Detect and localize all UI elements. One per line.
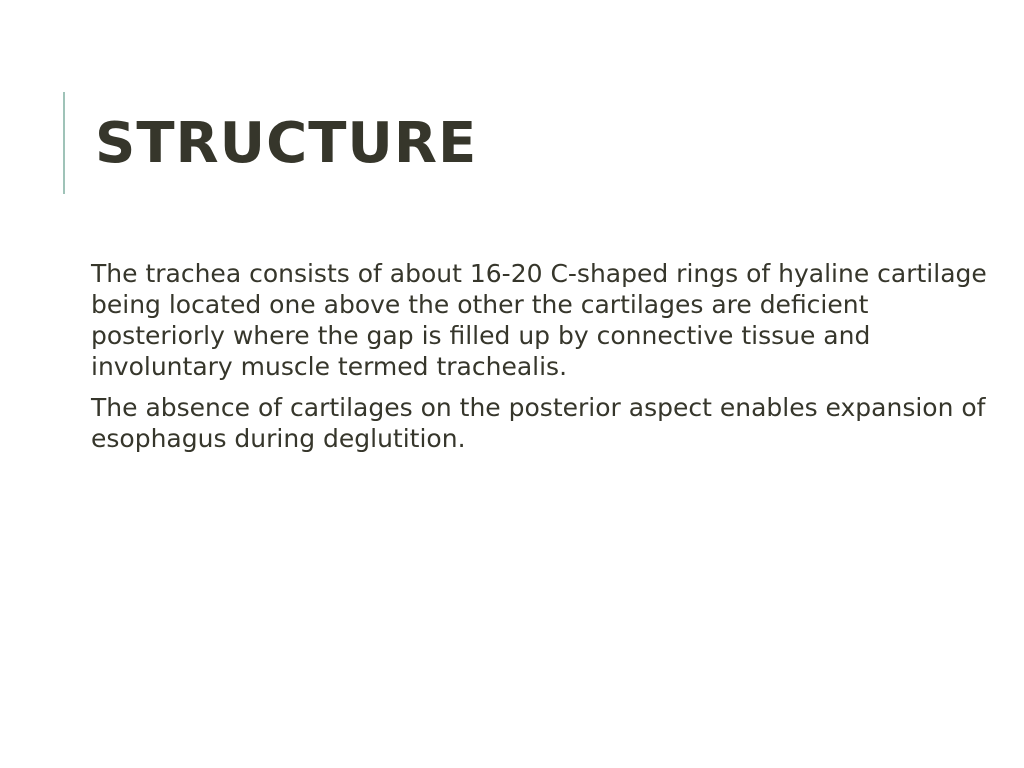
body-paragraph-1: The trachea consists of about 16-20 C-shaped rings of hyaline cartilage being located one above the other the cartilages are deficient posteriorly where the gap is filled up by connective tissue and involuntary muscle termed trachealis.	[91, 259, 987, 381]
slide-title: STRUCTURE	[95, 111, 478, 176]
title-accent-bar	[63, 92, 65, 194]
slide-body	[91, 258, 991, 464]
body-paragraph-2: The absence of cartilages on the posterior aspect enables expansion of esophagus during deglutition.	[91, 393, 986, 453]
